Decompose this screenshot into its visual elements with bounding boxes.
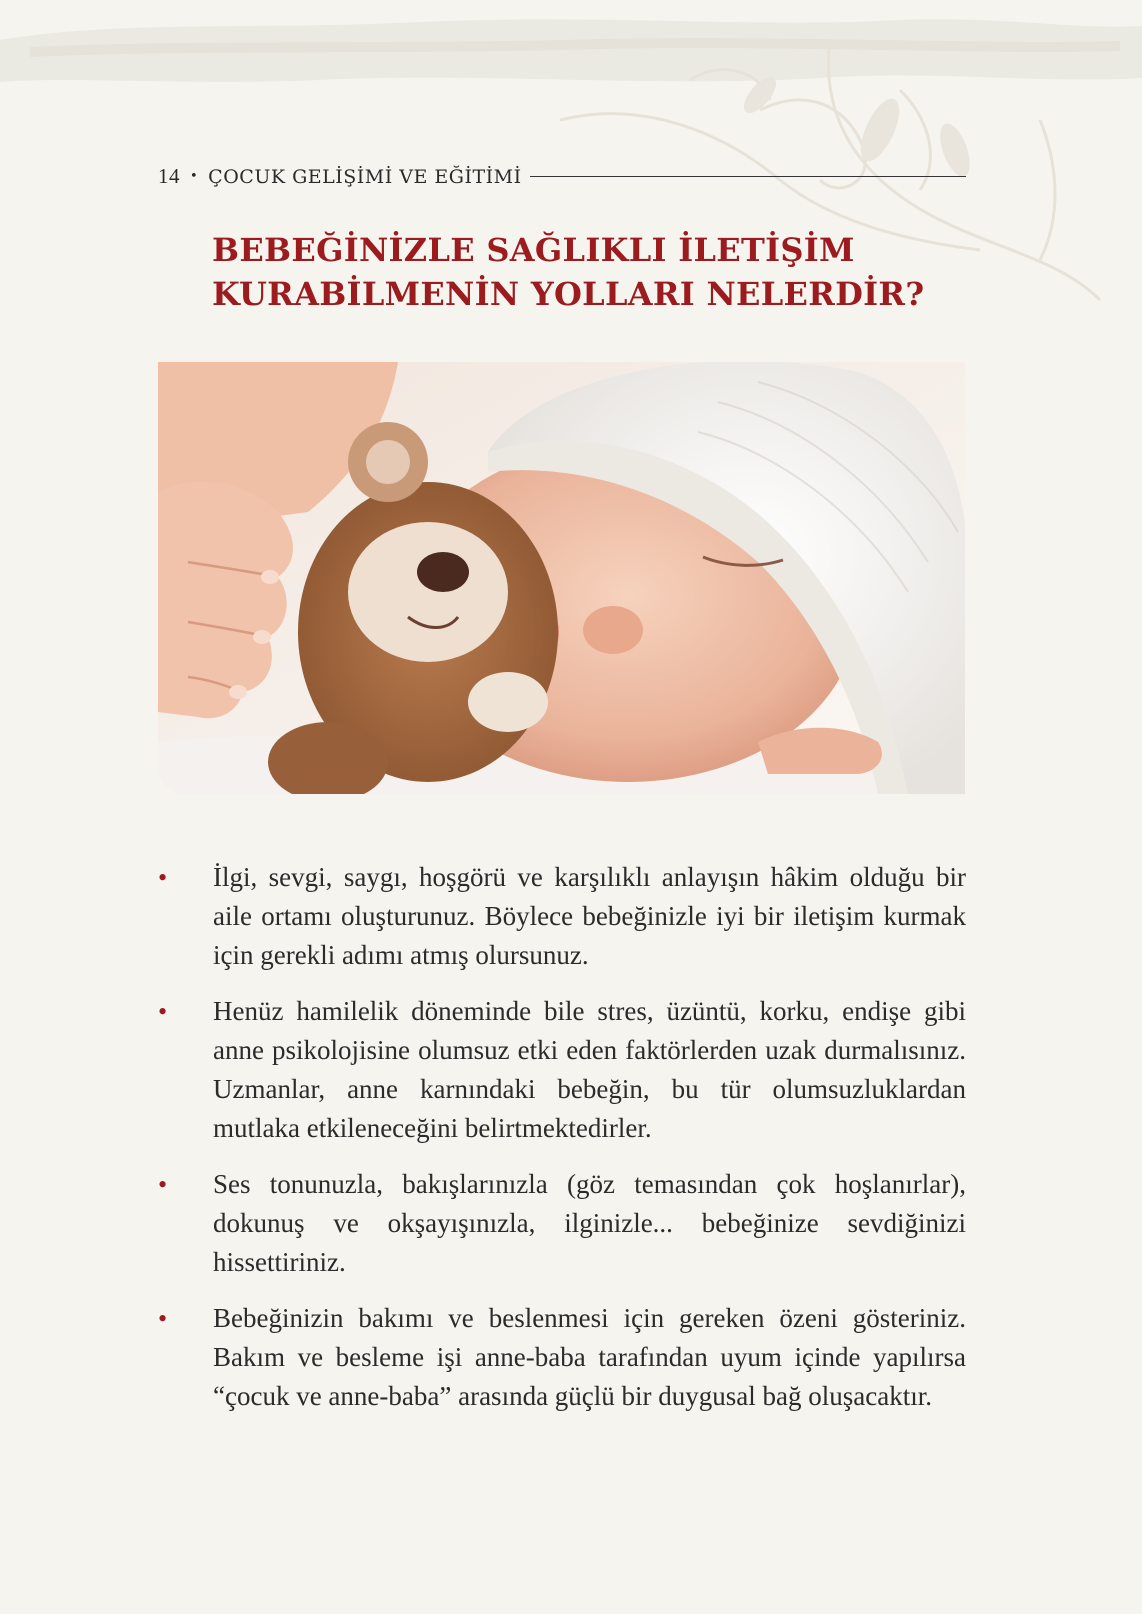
list-item <box>158 858 966 975</box>
section-title: ÇOCUK GELİŞİMİ VE EĞİTİMİ <box>208 165 522 188</box>
list-item-text: Bebeğinizin bakımı ve beslenmesi için gereken özeni gösteriniz. Bakım ve besleme işi anne-baba tarafından uyum içinde yapılırsa “çocuk ve anne-baba” arasında güçlü bir duygusal bağ oluşacaktır. <box>213 1303 966 1411</box>
bullet-icon: • <box>158 997 168 1026</box>
list-item <box>158 992 966 1148</box>
bullet-icon: • <box>158 1170 168 1199</box>
page-title-line-2: KURABİLMENİN YOLLARI NELERDİR? <box>212 275 925 313</box>
list-item <box>158 1299 966 1416</box>
page-number: 14 <box>158 164 180 188</box>
running-header <box>158 164 966 189</box>
advice-list <box>158 858 966 1433</box>
page-title <box>212 228 972 316</box>
list-item-text: Ses tonunuzla, bakışlarınızla (göz temasından çok hoşlanırlar), dokunuş ve okşayışınızla, ilginizle... bebeğinize sevdiğinizi hissettiriniz. <box>213 1169 966 1277</box>
list-item-text: Henüz hamilelik döneminde bile stres, üzüntü, korku, endişe gibi anne psikolojisine olumsuz etki eden faktörlerden uzak durmalısınız. Uzmanlar, anne karnındaki bebeğin, bu tür olumsuzluklardan mutlaka etkileneceğini belirtmektedirler. <box>213 996 966 1143</box>
list-item-text: İlgi, sevgi, saygı, hoşgörü ve karşılıklı anlayışın hâkim olduğu bir aile ortamı oluşturunuz. Böylece bebeğinizle iyi bir iletişim kurmak için gerekli adımı atmış olursunuz. <box>213 862 966 970</box>
baby-photo <box>158 362 965 794</box>
list-item <box>158 1165 966 1282</box>
sleeping-baby-with-teddy-bear-photo <box>158 362 965 794</box>
header-separator: • <box>190 169 199 184</box>
header-rule <box>530 176 966 177</box>
page-title-line-1: BEBEĞİNİZLE SAĞLIKLI İLETİŞİM <box>212 231 855 269</box>
bullet-icon: • <box>158 863 168 892</box>
bullet-icon: • <box>158 1304 168 1333</box>
